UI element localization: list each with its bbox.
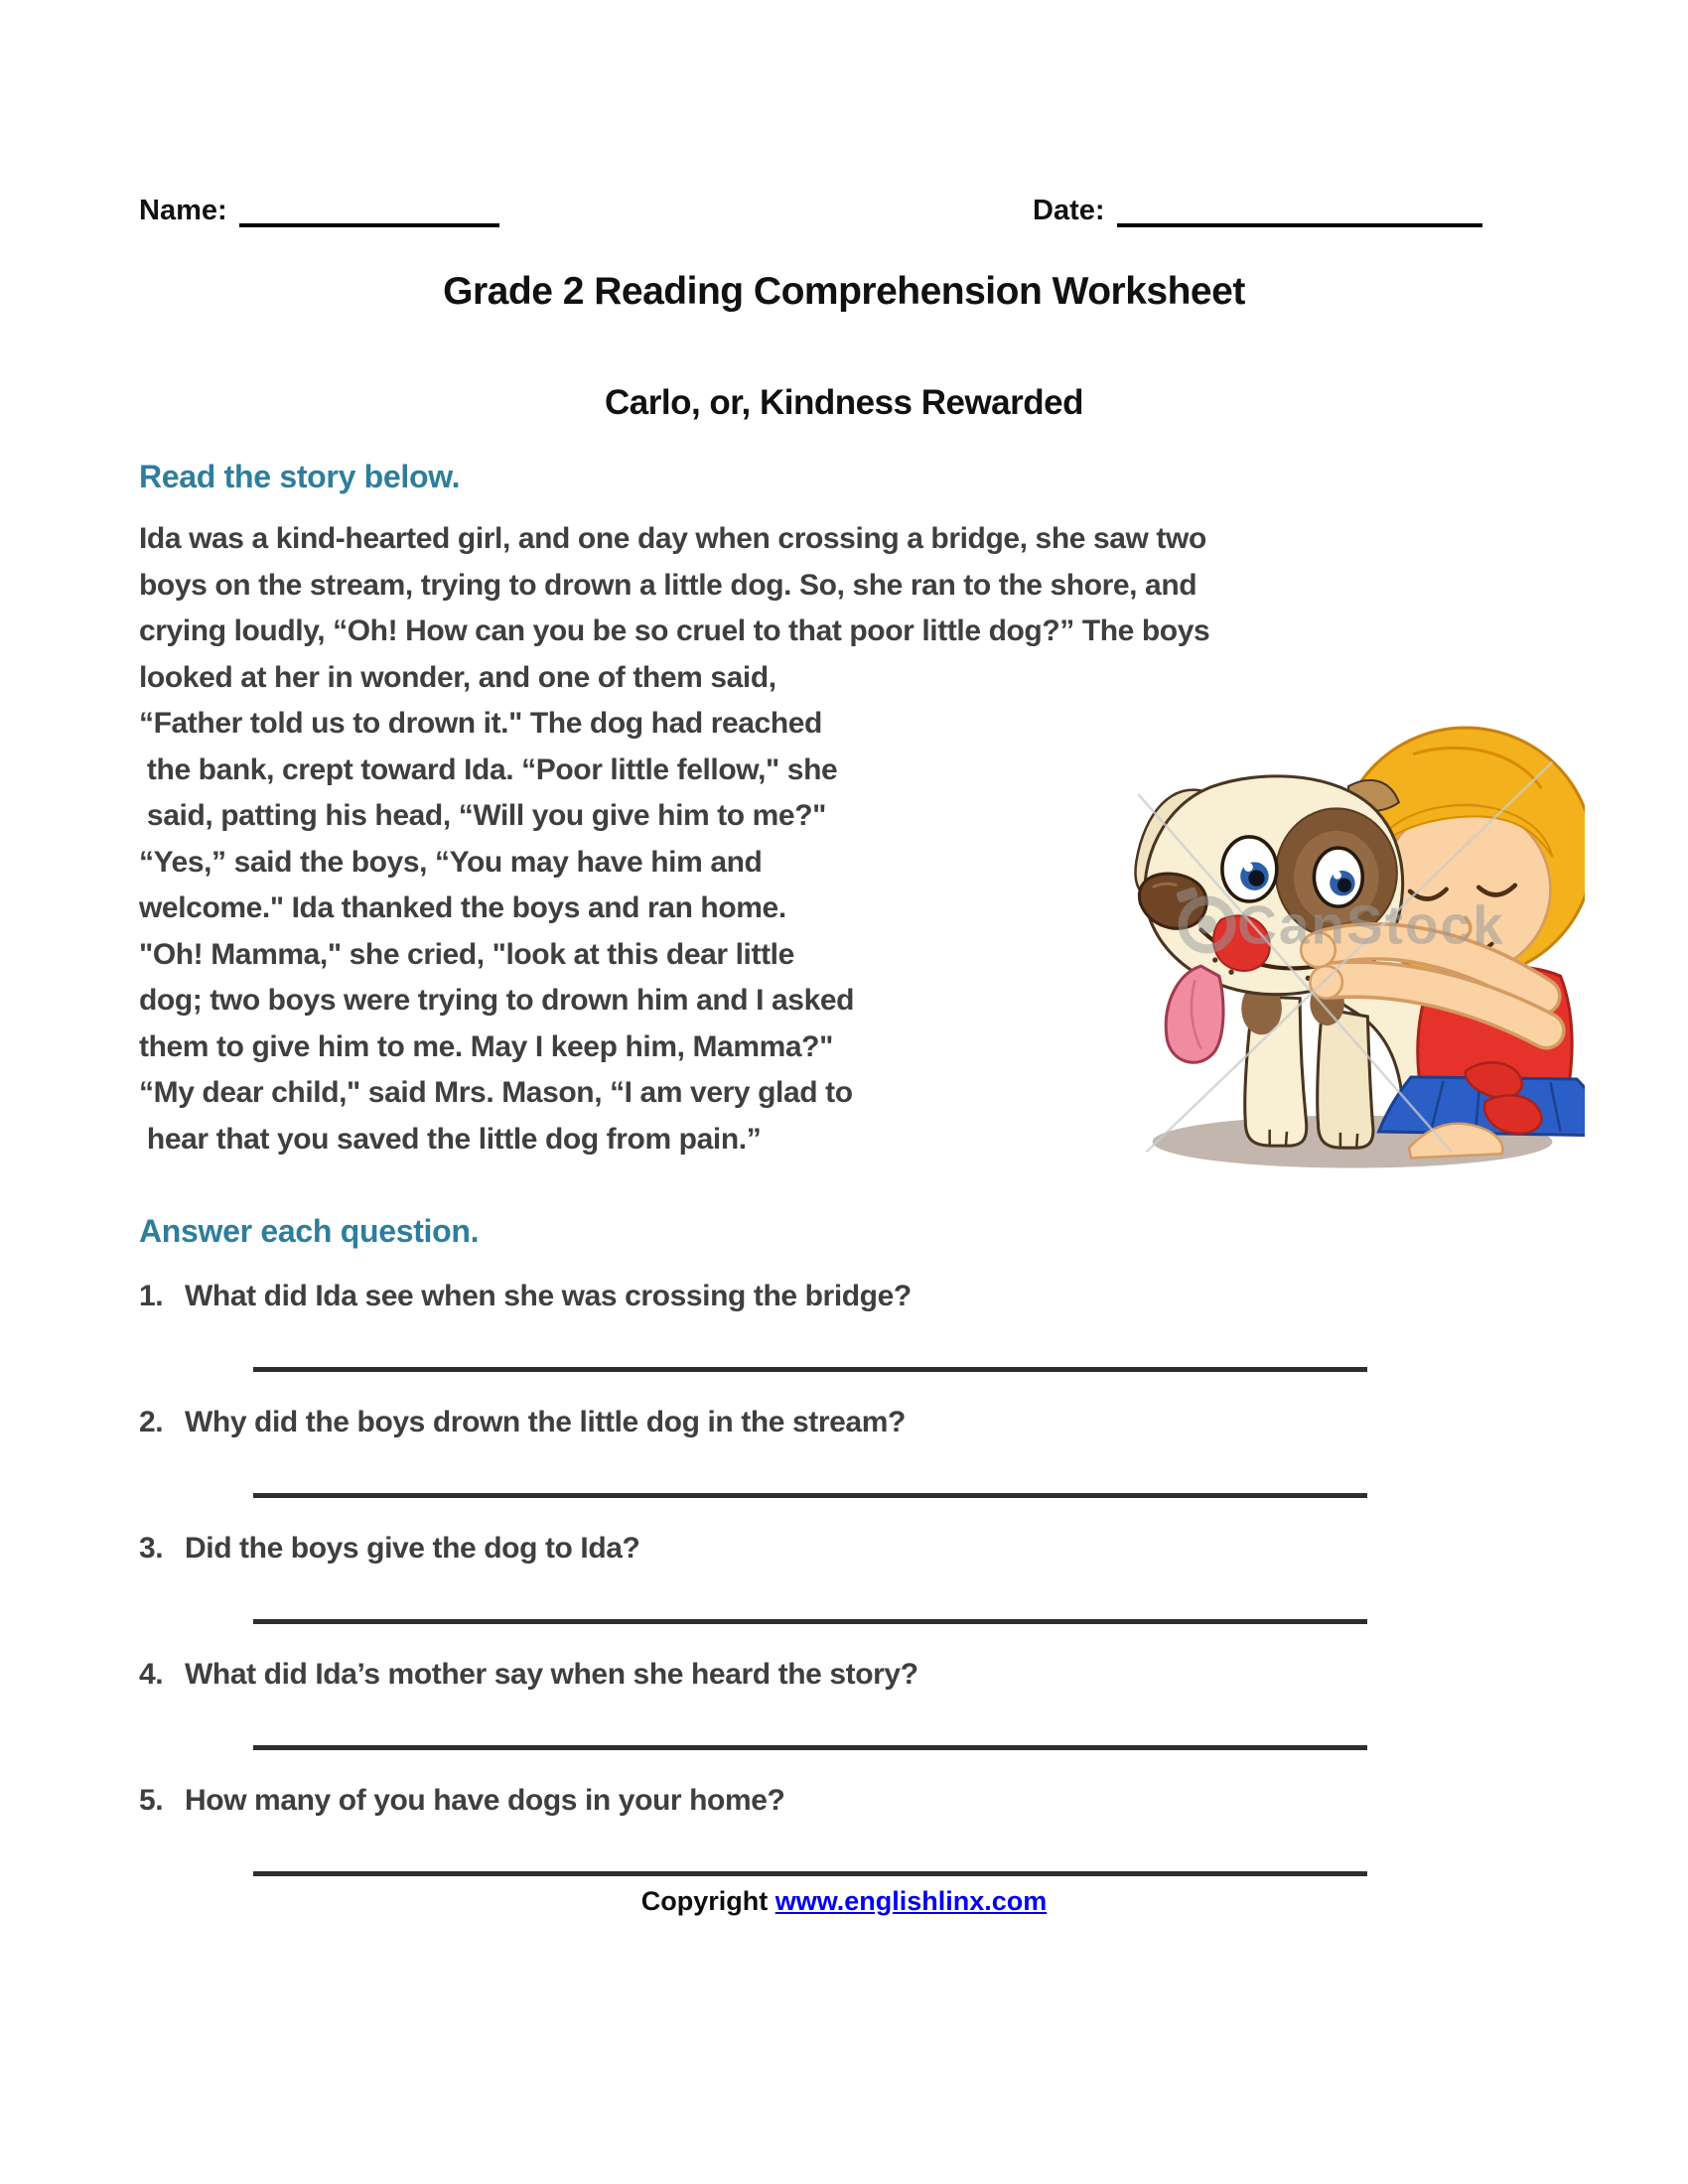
answer-line bbox=[253, 1493, 1367, 1498]
question-text: Why did the boys drown the little dog in the stream? bbox=[185, 1406, 906, 1438]
question-number: 3. bbox=[139, 1532, 164, 1565]
story-line: hear that you saved the little dog from pain.” bbox=[139, 1122, 762, 1156]
question-number: 5. bbox=[139, 1784, 164, 1817]
story-line: welcome." Ida thanked the boys and ran home. bbox=[139, 891, 786, 924]
question-item-5 bbox=[139, 1783, 1509, 1876]
questions-list bbox=[139, 1279, 1509, 1909]
question-item-3 bbox=[139, 1531, 1509, 1624]
story-line: them to give him to me. May I keep him, Mamma?" bbox=[139, 1029, 833, 1063]
story-heading: Read the story below. bbox=[139, 459, 461, 494]
question-number: 2. bbox=[139, 1406, 164, 1438]
question-number: 1. bbox=[139, 1280, 164, 1312]
name-label: Name: bbox=[139, 195, 227, 226]
answer-line bbox=[253, 1367, 1367, 1372]
copyright-label: Copyright bbox=[640, 1886, 775, 1916]
story-line: dog; two boys were trying to drown him and I asked bbox=[139, 984, 855, 1017]
story-line: crying loudly, “Oh! How can you be so cruel to that poor little dog?” The boys bbox=[139, 614, 1210, 647]
question-text: What did Ida’s mother say when she heard the story? bbox=[185, 1658, 918, 1691]
question-text: What did Ida see when she was crossing the bridge? bbox=[185, 1280, 912, 1312]
date-field bbox=[1033, 195, 1482, 227]
story-line: boys on the stream, trying to drown a little dog. So, she ran to the shore, and bbox=[139, 568, 1197, 602]
watermark-text: CanStock bbox=[1237, 893, 1505, 956]
question-item-4 bbox=[139, 1657, 1509, 1750]
answer-line bbox=[253, 1745, 1367, 1750]
question-number: 4. bbox=[139, 1658, 164, 1691]
question-text: Did the boys give the dog to Ida? bbox=[185, 1532, 640, 1565]
name-field bbox=[139, 195, 499, 227]
footer bbox=[0, 1886, 1688, 1917]
questions-heading: Answer each question. bbox=[139, 1213, 480, 1249]
date-blank-line bbox=[1117, 223, 1482, 227]
story-line: the bank, crept toward Ida. “Poor little fellow," she bbox=[139, 752, 838, 786]
answer-line bbox=[253, 1871, 1367, 1876]
page-title: Grade 2 Reading Comprehension Worksheet bbox=[443, 270, 1245, 313]
answer-line bbox=[253, 1619, 1367, 1624]
story-line: “Father told us to drown it." The dog had reached bbox=[139, 707, 822, 740]
story-line: said, patting his head, “Will you give him to me?" bbox=[139, 799, 826, 832]
question-text: How many of you have dogs in your home? bbox=[185, 1784, 785, 1817]
story-line: looked at her in wonder, and one of them said, bbox=[139, 660, 776, 694]
story-line: “My dear child," said Mrs. Mason, “I am very glad to bbox=[139, 1076, 853, 1109]
girl-hugging-dog-illustration bbox=[1110, 675, 1585, 1185]
story-line: "Oh! Mamma," she cried, "look at this dear little bbox=[139, 937, 794, 971]
story-line: “Yes,” said the boys, “You may have him and bbox=[139, 845, 763, 879]
name-blank-line bbox=[239, 223, 499, 227]
story-line: Ida was a kind-hearted girl, and one day when crossing a bridge, she saw two bbox=[139, 522, 1206, 555]
question-item-2 bbox=[139, 1405, 1509, 1498]
date-label: Date: bbox=[1033, 195, 1105, 226]
question-item-1 bbox=[139, 1279, 1509, 1372]
copyright-link[interactable]: www.englishlinx.com bbox=[774, 1886, 1048, 1916]
worksheet-subtitle: Carlo, or, Kindness Rewarded bbox=[605, 383, 1083, 422]
